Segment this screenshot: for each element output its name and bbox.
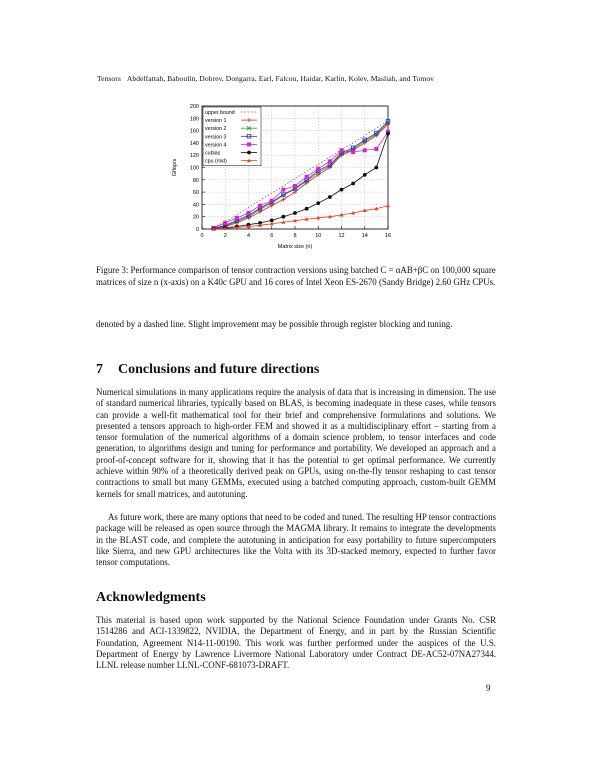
- x-tick-label: 8: [293, 233, 297, 239]
- data-point-version-4: [328, 159, 332, 163]
- y-tick-label: 160: [189, 128, 199, 135]
- y-tick-label: 40: [192, 202, 199, 209]
- data-point-version-4: [340, 148, 344, 152]
- data-point-cublas: [351, 182, 355, 186]
- legend-label-version-3: version 3: [205, 134, 227, 141]
- y-tick-label: 180: [189, 116, 199, 123]
- y-tick-label: 80: [192, 177, 199, 184]
- legend-label-version-2: version 2: [205, 126, 227, 133]
- legend-label-version-4: version 4: [205, 142, 227, 149]
- data-point-cpu-mkl-: [386, 204, 390, 208]
- y-tick-label: 140: [189, 140, 199, 147]
- data-point-version-4: [270, 199, 274, 203]
- x-tick-label: 10: [315, 233, 322, 239]
- series-line-cpu-mkl-: [214, 206, 388, 229]
- running-header-short-title: Tensors: [97, 74, 121, 83]
- data-point-version-4: [316, 167, 320, 171]
- paragraph-continuation: denoted by a dashed line. Slight improvement may be possible through register blocking and tuning.: [96, 319, 453, 329]
- y-tick-label: 60: [192, 190, 199, 197]
- y-tick-label: 20: [192, 214, 199, 221]
- data-point-cublas: [316, 201, 320, 205]
- section-7-number: 7: [96, 362, 103, 377]
- data-point-version-4: [374, 147, 378, 151]
- paragraph-acknowledgments: This material is based upon work supported by the National Science Foundation under Grants No. CSR 1514286 and ACI-1339822, NVIDIA, the Department of Energy, and in part by the Russian Scientific Foundation, Agreement N14-11-00190. This work was further performed under the auspices of the U.S. Department of Energy by Lawrence Livermore National Laboratory under Contract DE-AC52-07NA27344. LLNL release number LLNL-CONF-681073-DRAFT.: [96, 615, 496, 671]
- data-point-cublas: [305, 207, 309, 211]
- x-tick-label: 4: [246, 233, 251, 239]
- data-point-cublas: [374, 166, 378, 170]
- data-point-cublas: [328, 195, 332, 199]
- performance-chart: [160, 98, 410, 258]
- data-point-version-4: [223, 221, 227, 225]
- y-tick-label: 0: [195, 227, 199, 233]
- data-point-version-1: [281, 197, 285, 201]
- data-point-version-4: [351, 150, 355, 154]
- data-point-cublas: [270, 218, 274, 222]
- data-point-version-4: [258, 204, 262, 208]
- x-tick-label: 16: [384, 233, 392, 239]
- legend-label-upper-bound: upper bound: [205, 110, 235, 116]
- paragraph-conclusions: Numerical simulations in many applications require the analysis of data that is increasing in dimension. The use of standard numerical libraries, typically based on BLAS, is becoming inadequate in these cases, while tensors can provide a well-fit mathematical tool for their brief and comprehensive formulations and solutions. We presented a tensors approach to high-order FEM and showed it as a multidisciplinary effort – starting from a tensor formulation of the numerical algorithms of a domain science problem, to tensor interfaces and code generation, to algorithms design and tuning for performance and portability. We developed an approach and a proof-of-concept software for it, showing that it has the potential to get optimal performance. We currently achieve within 90% of a theoretically derived peak on GPUs, using on-the-fly tensor reshaping to cast tensor contractions to small but many GEMMs, executed using a batched computing approach, custom-built GEMM kernels for small matrices, and autotuning.: [96, 387, 496, 499]
- running-header-authors: Abdelfattah, Baboulin, Dobrev, Dongarra, Earl, Falcou, Haidar, Karlin, Kolev, Masliah, and Tomov: [126, 74, 435, 83]
- legend-label-version-1: version 1: [205, 118, 227, 125]
- data-point-version-4: [281, 188, 285, 192]
- x-tick-label: 2: [223, 233, 227, 239]
- legend-marker-cublas: [247, 151, 251, 155]
- y-tick-label: 200: [189, 104, 199, 110]
- page-number: 9: [486, 683, 491, 693]
- legend-label-cpu-mkl-: cpu (mkl): [205, 158, 227, 165]
- acknowledgments-heading: Acknowledgments: [96, 590, 206, 605]
- x-tick-label: 12: [338, 233, 345, 239]
- data-point-version-4: [305, 175, 309, 179]
- x-tick-label: 14: [361, 233, 368, 239]
- figure-caption: Figure 3: Performance comparison of tensor contraction versions using batched C = αAB+βC on 100,000 square matrices of size n (x-axis) on a K40c GPU and 16 cores of Intel Xeon ES-2670 (Sandy Bridge) 2.60 GHz CPUs.: [96, 265, 496, 287]
- section-7-heading: [96, 362, 496, 378]
- x-tick-label: 6: [270, 233, 274, 239]
- x-tick-label: 0: [200, 233, 204, 239]
- data-point-cublas: [386, 132, 390, 136]
- data-point-cublas: [293, 211, 297, 215]
- data-point-version-4: [363, 148, 367, 152]
- figure-3: [160, 98, 410, 258]
- data-point-cublas: [281, 215, 285, 219]
- legend-marker-version-4: [247, 142, 251, 146]
- section-7-title: Conclusions and future directions: [118, 362, 320, 377]
- data-point-version-4: [247, 211, 251, 215]
- legend-label-cublas: cublas: [205, 150, 221, 157]
- data-point-version-4: [293, 184, 297, 188]
- data-point-cublas: [340, 188, 344, 192]
- data-point-version-4: [235, 216, 239, 220]
- x-axis-label: Matrix size (n): [277, 244, 313, 250]
- y-tick-label: 120: [189, 153, 199, 160]
- data-point-cublas: [363, 173, 367, 177]
- running-header: [97, 74, 497, 83]
- paragraph-future-work: As future work, there are many options that need to be coded and tuned. The resulting HP tensor contractions package will be released as open source through the MAGMA library. It remains to integrate the developments in the BLAST code, and complete the autotuning in anticipation for easy portability to future supercomputers like Sierra, and new GPU architectures like the Volta with its 3D-stacked memory, expected to further favor tensor computations.: [96, 512, 496, 568]
- y-tick-label: 100: [189, 165, 199, 172]
- y-axis-label: Gflop/s: [172, 158, 178, 177]
